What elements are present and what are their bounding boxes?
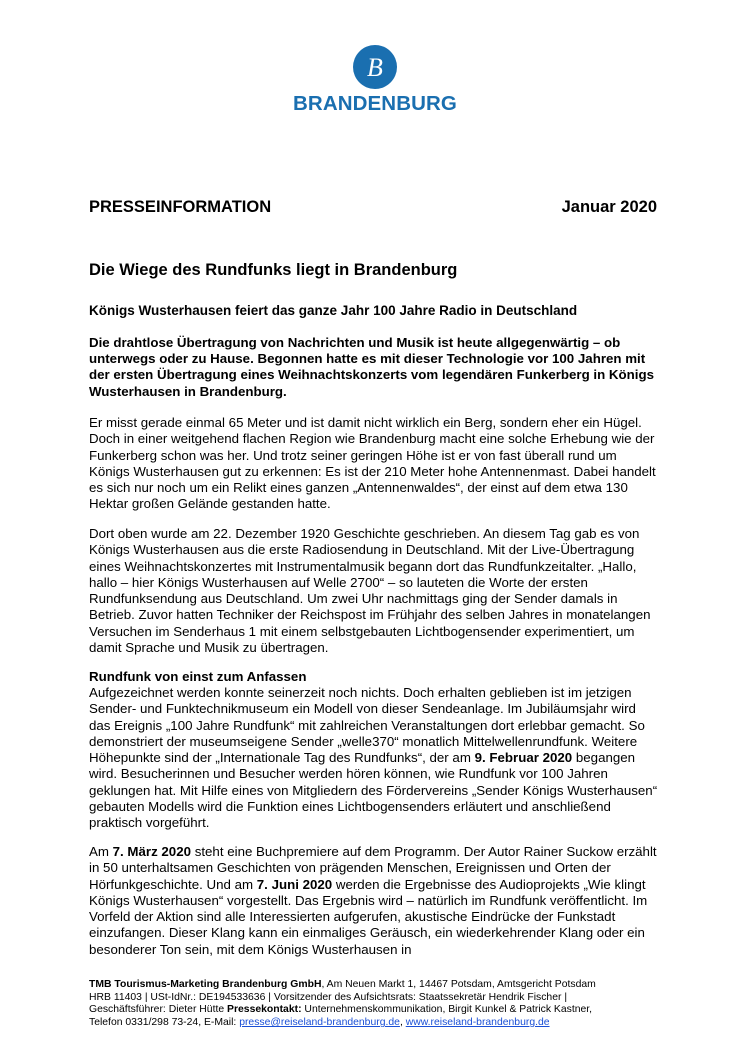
event-date-mar: 7. März 2020: [112, 844, 191, 859]
footer-press-contact: Unternehmenskommunikation, Birgit Kunkel & Patrick Kastner,: [301, 1004, 593, 1016]
footer: [89, 979, 661, 1030]
article-title: Die Wiege des Rundfunks liegt in Brandenburg: [89, 261, 458, 279]
press-date: Januar 2020: [561, 198, 657, 216]
paragraph-1: Er misst gerade einmal 65 Meter und ist damit nicht wirklich ein Berg, sondern eher ein Hügel. Doch in einer weitgehend flachen Region wie Brandenburg macht eine solche Erhebung wie der Funkerberg schon was her. Und trotz seiner geringen Höhe ist er von fast überall rund um Königs Wusterhausen gut zu erkennen: Es ist der 210 Meter hohe Antennenmast. Dabei handelt es sich nur noch um ein Relikt eines ganzen „Antennenwaldes“, der einst auf dem etwa 130 Hektar großen Gelände gestanden hatte.: [89, 415, 656, 512]
paragraph-4: [89, 844, 659, 958]
footer-line-4: [89, 1017, 661, 1030]
brand-logo-icon: [352, 44, 398, 90]
footer-line-2: HRB 11403 | USt-IdNr.: DE194533636 | Vorsitzender des Aufsichtsrats: Staatssekretär Hendrik Fischer |: [89, 991, 568, 1003]
paragraph-4-text: werden die Ergebnisse des Audioprojekts „Wie klingt Königs Wusterhausen“ vorgestellt. Das Ergebnis wird – natürlich im Rundfunk veröffentlicht. Im Vorfeld der Aktion sind alle Interessierten aufgerufen, akustische Eindrücke der Funkstadt einzufangen. Dieser Klang kann ein einmaliges Geräusch, ein wiederkehrender Klang oder ein besonderer Ton sein, mit dem Königs Wusterhausen in: [89, 876, 648, 957]
footer-press-contact-label: Pressekontakt:: [227, 1004, 302, 1016]
website-link[interactable]: www.reiseland-brandenburg.de: [405, 1017, 550, 1029]
event-date-jun: 7. Juni 2020: [256, 876, 333, 892]
footer-phone: Telefon 0331/298 73-24, E-Mail:: [89, 1017, 240, 1029]
email-link[interactable]: presse@reiseland-brandenburg.de: [239, 1017, 400, 1029]
brand-logo-letter: B: [367, 53, 383, 82]
paragraph-4-text: Am: [89, 844, 113, 859]
brand-wordmark: BRANDENBURG: [293, 92, 457, 115]
footer-line-3: [89, 1004, 661, 1017]
footer-line-1: [89, 979, 661, 992]
brand-logo: [283, 44, 467, 116]
article-subtitle: Königs Wusterhausen feiert das ganze Jahr 100 Jahre Radio in Deutschland: [89, 303, 578, 318]
paragraph-3-text: Aufgezeichnet werden konnte seinerzeit noch nichts. Doch erhalten geblieben ist im jetzigen Sender- und Funktechnikmuseum ein Modell von dieser Sendeanlage. Im Jubiläumsjahr wird das Ereignis „100 Jahre Rundfunk“ mit zahlreichen Veranstaltungen dort erlebbar gemacht. So demonstriert der museumseigene Sender „welle370“ monatlich Mittelwellenrundfunk. Weitere Höhepunkte sind der „Internationale Tag des Rundfunks“, der am: [89, 685, 645, 766]
paragraph-2: Dort oben wurde am 22. Dezember 1920 Geschichte geschrieben. An diesem Tag gab es von Königs Wusterhausen aus die erste Radiosendung in Deutschland. Mit der Live-Übertragung eines Weihnachtskonzertes mit Instrumentalmusik begann dort das Rundfunkzeitalter. „Hallo, hallo – hier Königs Wusterhausen auf Welle 2700“ – so lauteten die Worte der ersten Rundfunksendung aus Deutschland. Um zwei Uhr nachmittags ging der Sender damals in Betrieb. Zuvor hatten Techniker der Reichspost im Frühjahr des selben Jahres in monatelangen Versuchen im Senderhaus 1 mit einem selbstgebauten Lichtbogensender experimentiert, um damit Sprache und Musik zu übertragen.: [89, 526, 651, 656]
press-label: PRESSEINFORMATION: [89, 198, 272, 216]
paragraph-4-text: steht eine Buchpremiere auf dem Programm. Der Autor Rainer Suckow erzählt in 50 unterhaltsamen Geschichten von prägenden Menschen, Ereignissen und Orten der Hörfunkgeschichte. Und am: [89, 844, 657, 892]
footer-separator: ,: [399, 1017, 406, 1029]
event-date-feb: 9. Februar 2020: [474, 750, 573, 766]
article-lead: Die drahtlose Übertragung von Nachrichten und Musik ist heute allgegenwärtig – ob unterwegs oder zu Hause. Begonnen hatte es mit dieser Technologie vor 100 Jahren mit der ersten Übertragung eines Weihnachtskonzerts vom legendären Funkerberg in Königs Wusterhausen in Brandenburg.: [89, 335, 654, 399]
section-heading: Rundfunk von einst zum Anfassen: [89, 669, 307, 684]
paragraph-3-text: begangen wird. Besucherinnen und Besucher werden hören können, wie Rundfunk vor 100 Jahren geklungen hat. Mit Hilfe eines von Mitgliedern des Fördervereins „Sender Königs Wusterhausen“ gebauten Modells wird die Funktion eines Lichtbogensenders erläutert und anschließend praktisch vorgeführt.: [89, 750, 658, 831]
footer-company: TMB Tourismus-Marketing Brandenburg GmbH: [89, 979, 322, 990]
press-header: [89, 198, 657, 217]
paragraph-3: [89, 685, 659, 832]
footer-address: , Am Neuen Markt 1, 14467 Potsdam, Amtsgericht Potsdam: [321, 979, 596, 990]
footer-ceo: Geschäftsführer: Dieter Hütte: [89, 1004, 228, 1016]
